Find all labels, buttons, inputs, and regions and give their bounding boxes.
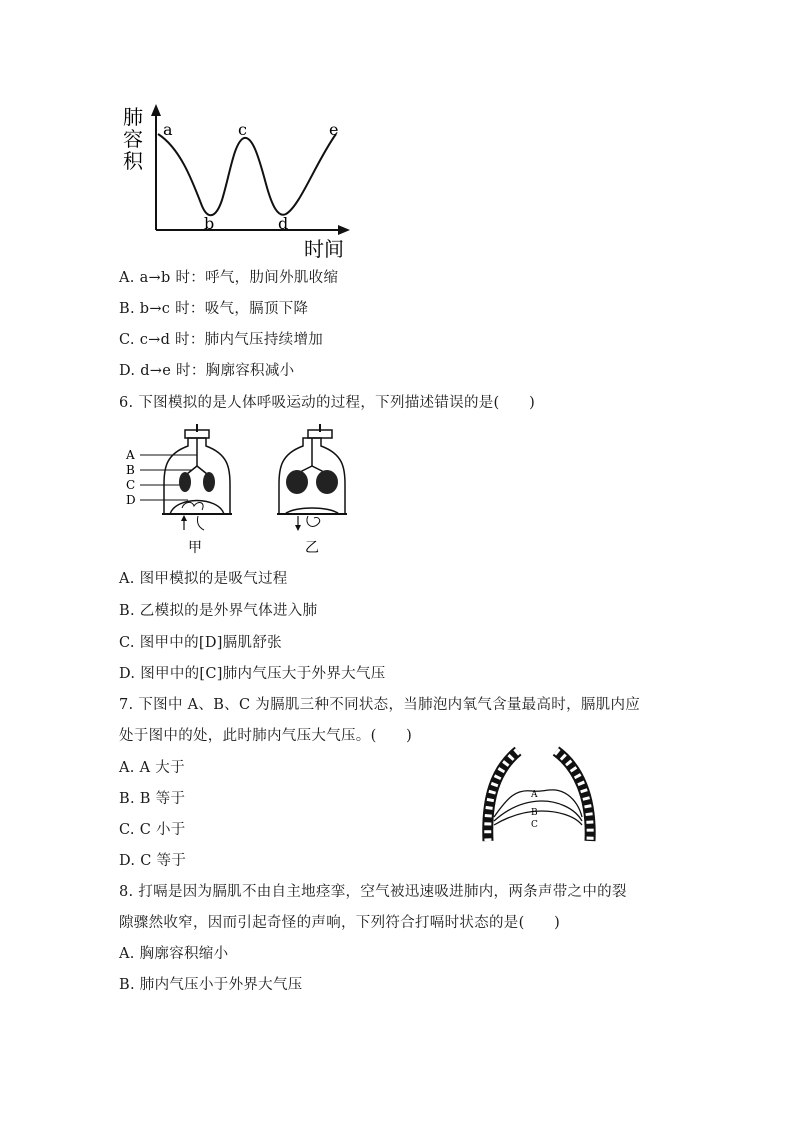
jar-right <box>277 424 347 531</box>
diaphragm-state-c <box>494 811 582 825</box>
q8-option-a: A. 胸廓容积缩小 <box>119 946 229 962</box>
q6-option-d: D. 图甲中的[C]肺内气压大于外界大气压 <box>119 666 386 682</box>
q8-option-b: B. 肺内气压小于外界大气压 <box>119 977 303 993</box>
x-axis-label: 时间 <box>304 237 344 261</box>
point-label: e <box>329 120 339 139</box>
diaphragm-label-a: A <box>531 790 538 800</box>
point-label: d <box>278 214 289 233</box>
part-label-d: D <box>126 493 136 507</box>
part-label-a: A <box>126 448 135 462</box>
q7-stem-line1: 7. 下图中 A、B、C 为膈肌三种不同状态，当肺泡内氧气含量最高时，膈肌内应 <box>119 697 641 713</box>
q5-option-b: B. b→c 时：吸气，膈顶下降 <box>119 301 309 317</box>
q6-option-a: A. 图甲模拟的是吸气过程 <box>119 571 288 587</box>
y-axis-arrow <box>151 104 161 116</box>
y-label-char: 积 <box>123 149 143 173</box>
q7-option-b: B. B 等于 <box>119 791 186 807</box>
q5-option-a: A. a→b 时：呼气，肋间外肌收缩 <box>119 270 339 286</box>
q8-stem-line1: 8. 打嗝是因为膈肌不由自主地痉挛，空气被迅速吸进肺内，两条声带之中的裂 <box>119 884 627 900</box>
q6-option-c: C. 图甲中的[D]膈肌舒张 <box>119 635 282 651</box>
x-axis-arrow <box>338 225 350 235</box>
q7-option-a: A. A 大于 <box>119 760 185 776</box>
point-label: b <box>204 214 215 233</box>
q7-option-d: D. C 等于 <box>119 853 187 869</box>
q5-option-c: C. c→d 时：肺内气压持续增加 <box>119 332 324 348</box>
point-label: a <box>163 120 173 139</box>
q7-stem-line2: 处于图中的处，此时肺内气压大气压。( ) <box>119 728 413 744</box>
y-label-char: 容 <box>123 127 143 151</box>
jar-right-label: 乙 <box>305 540 319 556</box>
point-label: c <box>238 120 247 139</box>
q8-stem-line2: 隙骤然收窄，因而引起奇怪的声响，下列符合打嗝时状态的是( ) <box>119 915 561 931</box>
diaphragm-label-c: C <box>531 820 538 830</box>
y-label-char: 肺 <box>123 105 143 129</box>
q6-option-b: B. 乙模拟的是外界气体进入肺 <box>119 603 318 619</box>
q7-option-c: C. C 小于 <box>119 822 186 838</box>
part-label-b: B <box>126 463 135 477</box>
volume-curve <box>158 134 336 215</box>
diaphragm-diagram <box>480 745 605 845</box>
lung-volume-graph <box>118 98 358 263</box>
jar-left <box>162 424 232 530</box>
part-label-c: C <box>126 478 136 492</box>
jar-left-label: 甲 <box>188 540 202 556</box>
diaphragm-state-a <box>494 790 582 817</box>
q5-option-d: D. d→e 时：胸廓容积减小 <box>119 363 295 379</box>
diaphragm-label-b: B <box>531 808 538 818</box>
q6-stem: 6. 下图模拟的是人体呼吸运动的过程，下列描述错误的是( ) <box>119 395 536 411</box>
bell-jar-diagram <box>122 420 347 558</box>
